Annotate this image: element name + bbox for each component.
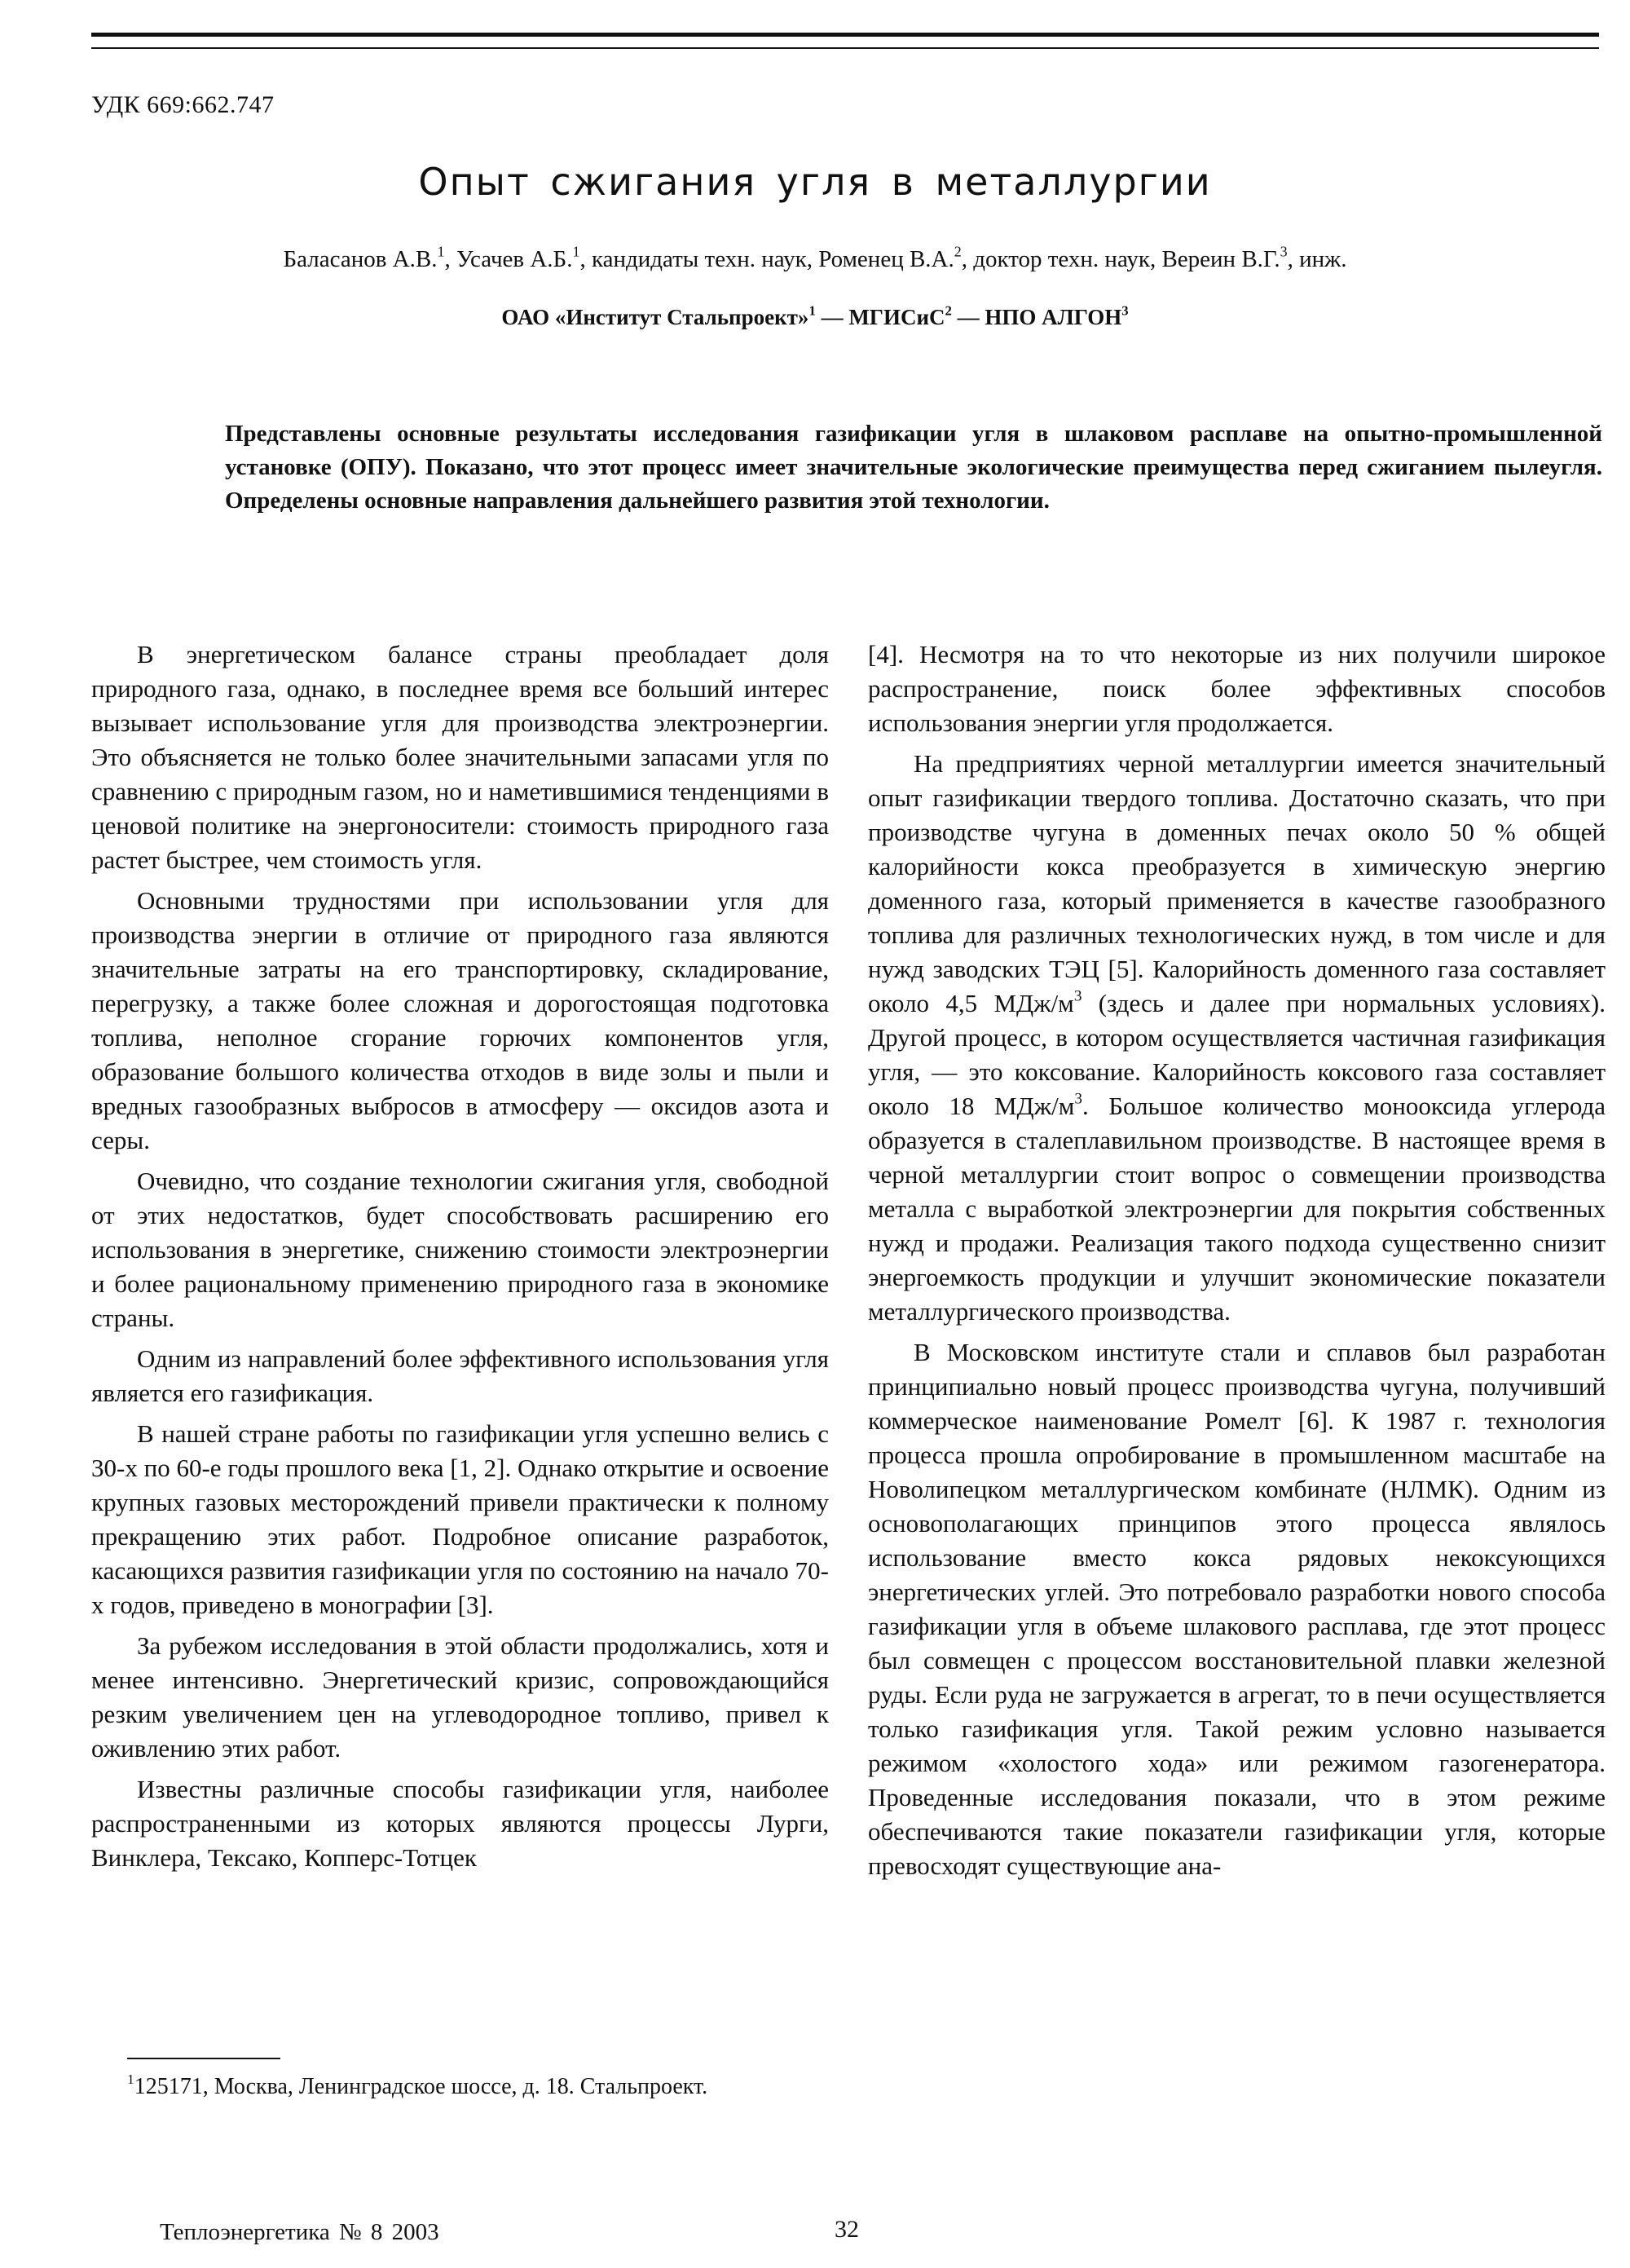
abstract: Представлены основные результаты исследования газификации угля в шлаковом расплаве на опытно-промышленной установке (ОПУ). Показано, что этот процесс имеет значительные экологические преимущества перед сжиганием пылеугля. Определены основные направления дальнейшего развития этой технологии. — [225, 421, 1602, 514]
paragraph: За рубежом исследования в этой области продолжались, хотя и менее интенсивно. Энергетический кризис, сопровождающийся резким увеличением цен на углеводородное топливо, привел к оживлению этих работ. — [91, 1631, 829, 1763]
paragraph: На предприятиях черной металлургии имеется значительный опыт газификации твердого топлива. Достаточно сказать, что при производстве чугуна в доменных печах около 50 % общей калорийности кокса преобразуется в химическую энергию доменного газа, который применяется в качестве газообразного топлива для различных технологических нужд, в том числе и для нужд заводских ТЭЦ [5]. Калорийность доменного газа составляет около 4,5 МДж/$м^3$ (здесь и далее при нормальных условиях). Другой процесс, в котором осуществляется частичная газификация угля, — это коксование. Калорийность коксового газа составляет около 18 МДж/$м^3$. Большое количество монооксида углерода образуется в сталеплавильном производстве. В настоящее время в черной металлургии стоит вопрос о совмещении производства металла с выработкой электроэнергии для покрытия собственных нужд и продажи. Реализация такого подхода существенно снизит энергоемкость продукции и улучшит экономические показатели металлургического производства. — [868, 749, 1606, 1326]
paragraph: Основными трудностями при использовании угля для производства энергии в отличие от природного газа являются значительные затраты на его транспортировку, складирование, перегрузку, а также более сложная и дорогостоящая подготовка топлива, неполное сгорание горючих компонентов угля, образование большого количества отходов в виде золы и пыли и вредных газообразных выбросов в атмосферу — оксидов азота и серы. — [91, 886, 829, 1154]
top-rule-thick — [91, 33, 1599, 37]
footnote: $^1$125171, Москва, Ленинградское шоссе, д. 18. Стальпроект. — [127, 2071, 708, 2099]
authors-line: Баласанов А.В.$^1$, Усачев А.Б.$^1$, кандидаты техн. наук, Роменец В.А.$^2$, доктор техн. наук, Вереин В.Г.$^3$, инж. — [283, 243, 1347, 272]
footnote-rule — [127, 2058, 280, 2059]
top-rule-thin — [91, 47, 1599, 49]
paragraph: Одним из направлений более эффективного использования угля является его газификация. — [91, 1344, 829, 1407]
paragraph: Известны различные способы газификации угля, наиболее распространенными из которых являются процессы Лурги, Винклера, Тексако, Копперс-Тотцек — [91, 1775, 829, 1872]
paragraph: В нашей стране работы по газификации угля успешно велись с 30-х по 60-е годы прошлого века [1, 2]. Однако открытие и освоение крупных газовых месторождений привели практически к полному прекращению этих работ. Подробное описание разработок, касающихся развития газификации угля по состоянию на начало 70-х годов, приведено в монографии [3]. — [91, 1419, 829, 1619]
page-number: 32 — [835, 2216, 859, 2243]
paragraph: В энергетическом балансе страны преобладает доля природного газа, однако, в последнее время все больший интерес вызывает использование угля для производства электроэнергии. Это объясняется не только более значительными запасами угля по сравнению с природным газом, но и наметившимися тенденциями в ценовой политике на энергоносители: стоимость природного газа растет быстрее, чем стоимость угля. — [91, 640, 829, 874]
paragraph-continuation: [4]. Несмотря на то что некоторые из них получили широкое распространение, поиск более эффективных способов использования энергии угля продолжается. — [868, 640, 1606, 737]
journal-footer: Теплоэнергетика № 8 2003 — [160, 2219, 439, 2245]
article-title: Опыт сжигания угля в металлургии — [418, 160, 1212, 204]
affiliations-line: ОАО «Институт Стальпроект»$^1$ — МГИСиС$^2$ — НПО АЛГОН$^3$ — [501, 302, 1129, 329]
udk-code: УДК 669:662.747 — [91, 91, 275, 118]
right-column — [868, 638, 1606, 1890]
paragraph: Очевидно, что создание технологии сжигания угля, свободной от этих недостатков, будет способствовать расширению его использования в энергетике, снижению стоимости электроэнергии и более рациональному применению природного газа в экономике страны. — [91, 1167, 829, 1332]
left-column — [91, 638, 829, 1882]
paragraph: В Московском институте стали и сплавов был разработан принципиально новый процесс производства чугуна, получивший коммерческое наименование Ромелт [6]. К 1987 г. технология процесса прошла опробирование в промышленном масштабе на Новолипецком металлургическом комбинате (НЛМК). Одним из основополагающих принципов этого процесса являлось использование вместо кокса рядовых некоксующихся энергетических углей. Это потребовало разработки нового способа газификации угля в объеме шлакового расплава, где этот процесс был совмещен с процессом восстановительной плавки железной руды. Если руда не загружается в агрегат, то в печи осуществляется только газификация угля. Такой режим условно называется режимом «холостого хода» или режимом газогенератора. Проведенные исследования показали, что в этом режиме обеспечиваются такие показатели газификации угля, которые превосходят существующие ана- — [868, 1338, 1606, 1880]
